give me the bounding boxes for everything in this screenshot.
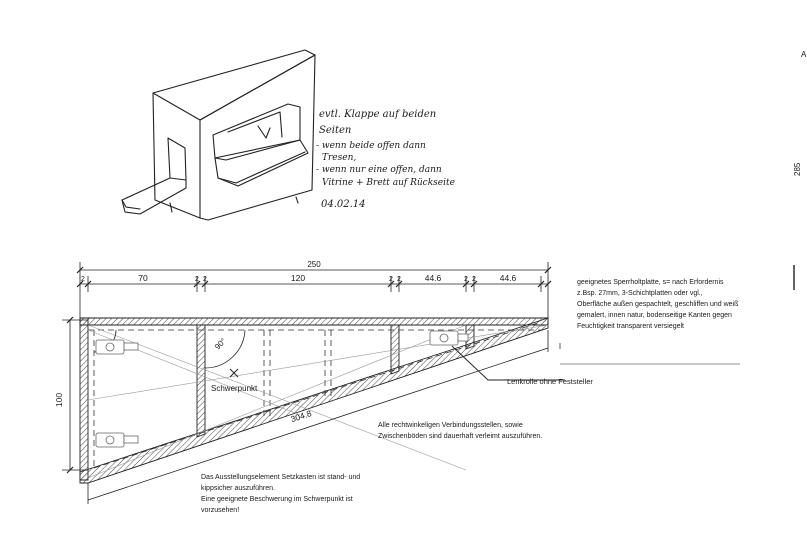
handwritten-note (316, 109, 455, 210)
perspective-sketch (122, 50, 315, 220)
top-dimension-chain (77, 262, 551, 320)
sketch-left-face (153, 93, 200, 218)
joints-line-2: Zwischenböden sind dauerhaft verleimt auszuführen. (378, 433, 543, 440)
material-line-4: gemalert, innen natur, bodenseitige Kanten gegen (577, 312, 732, 319)
material-line-2: z.Bsp. 27mm, 3-Schichtplatten oder vgl., (577, 290, 703, 297)
stability-line-4: vorzusehen! (201, 507, 240, 514)
dim-seg-9: 2 (464, 276, 468, 283)
height-dimension: 100 (54, 392, 64, 408)
note-line-1: evtl. Klappe auf beiden (319, 109, 437, 120)
note-line-3: - wenn beide offen dann (316, 141, 426, 151)
diagonal-dimension-label: 304.8 (289, 408, 313, 425)
dim-seg-10: 2 (472, 276, 476, 283)
dim-seg-7: 2 (397, 276, 401, 283)
joints-line-1: Alle rechtwinkeligen Verbindungsstellen, sowie (378, 422, 523, 429)
sketch-front-face (200, 55, 315, 220)
center-of-gravity-mark (230, 369, 238, 377)
material-note (577, 279, 738, 330)
note-line-6: Vitrine + Brett auf Rückseite (322, 178, 455, 188)
castor-icon (96, 340, 138, 354)
stability-note (201, 474, 360, 514)
left-wall (80, 318, 88, 480)
castor-icon (430, 331, 468, 345)
overall-dimension: 250 (307, 260, 321, 269)
dim-seg-5: 120 (290, 273, 306, 283)
stability-line-3: Eine geeignete Beschwerung im Schwerpunkt ist (201, 496, 353, 503)
material-line-3: Oberfläche außen gespachtelt, geschliffen und weiß (577, 301, 739, 308)
castor-note: Lenkrolle ohne Feststeller (507, 377, 593, 386)
sketch-date: 04.02.14 (321, 199, 366, 210)
side-dimension-label: 285 (793, 162, 802, 176)
top-wall (80, 318, 548, 325)
dim-seg-11: 44.6 (499, 273, 517, 283)
note-line-5: - wenn nur eine offen, dann (316, 165, 442, 175)
dim-seg-1: 2 (81, 276, 85, 283)
angle-label-2: 90° (213, 336, 228, 352)
joints-note (378, 422, 542, 440)
sketch-front-shelf (215, 140, 308, 186)
sketch-front-opening (213, 104, 300, 160)
dim-seg-6: 2 (389, 276, 393, 283)
center-of-gravity-label: Schwerpunkt (211, 384, 258, 393)
dim-seg-3: 2 (195, 276, 199, 283)
material-line-5: Feuchtigkeit transparent versiegelt (577, 323, 684, 330)
sketch-left-opening (168, 138, 186, 180)
stability-line-1: Das Ausstellungselement Setzkasten ist stand- und (201, 474, 361, 481)
side-section-mark: A (801, 50, 807, 59)
castor-icon (96, 433, 138, 447)
stability-line-2: kippsicher auszuführen. (201, 485, 275, 492)
dim-seg-4: 2 (203, 276, 207, 283)
note-line-2: Seiten (319, 125, 352, 136)
sketch-top-face (153, 50, 315, 120)
material-line-1: geeignetes Sperrholtplatte, s= nach Erfordernis (577, 279, 724, 286)
segment-dimensions (81, 273, 516, 283)
dim-seg-2: 70 (138, 273, 148, 283)
dim-seg-8: 44.6 (424, 273, 442, 283)
note-line-4: Tresen, (322, 153, 357, 163)
